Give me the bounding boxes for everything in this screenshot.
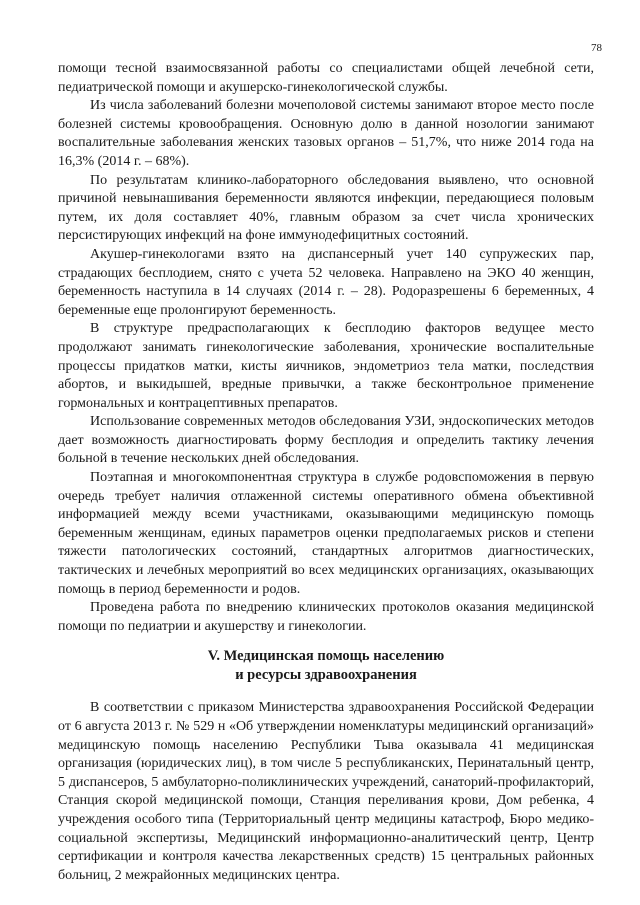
section-heading [58, 647, 594, 685]
page-number: 78 [591, 42, 602, 54]
paragraph-infertility-registry: Акушер-гинекологами взято на диспансерный учет 140 супружеских пар, страдающих бесплодием, снято с учета 52 человека. Направлено на ЭКО 40 женщин, беременность наступила в 14 случаях (2014 г. – 28). Родоразрешены 6 беременных, 4 беременные еще пролонгируют беременность. [58, 246, 594, 318]
paragraph-medical-organizations: В соответствии с приказом Министерства здравоохранения Российской Федерации от 6 августа 2013 г. № 529 н «Об утверждении номенклатуры медицинский организаций» медицинскую помощь населению Республики Тыва оказывала 41 медицинская организация (юридических лиц), в том числе 5 республиканских, Перинатальный центр, 5 диспансеров, 5 амбулаторно-поликлинических учреждений, санаторий-профилакторий, Станция скорой медицинской помощи, Станция переливания крови, Дом ребенка, 4 учреждения особого типа (Территориальный центр медицины катастроф, Бюро медико-социальной экспертизы, Медицинский информационно-аналитический центр, Центр сертификации и контроля качества лекарственных средств) 15 центральных районных больниц, 2 межрайонных медицинских центра. [58, 700, 594, 883]
paragraph-lab-results: По результатам клинико-лабораторного обследования выявлено, что основной причиной невынашивания беременности являются инфекции, передающиеся половым путем, их доля составляет 40%, главным образом за счет числа хронических персистирующих инфекций на фоне иммунодефицитных состояний. [58, 172, 594, 244]
paragraph-urogenital-diseases: Из числа заболеваний болезни мочеполовой системы занимают второе место после болезней системы кровообращения. Основную долю в данной нозологии занимают воспалительные заболевания женских тазовых органов – 51,7%, что ниже 2014 года на 16,3% (2014 г. – 68%). [58, 98, 594, 169]
body-text [58, 60, 594, 885]
paragraph-clinical-protocols: Проведена работа по внедрению клинических протоколов оказания медицинской помощи по педиатрии и акушерству и гинекологии. [58, 600, 594, 634]
paragraph-continuation: помощи тесной взаимосвязанной работы со специалистами общей лечебной сети, педиатрической помощи и акушерско-гинекологической службы. [58, 61, 594, 95]
section-heading-line-2: и ресурсы здравоохранения [235, 667, 417, 684]
paragraph-obstetric-structure: Поэтапная и многокомпонентная структура в службе родовспоможения в первую очередь требует наличия отлаженной системы оперативного обмена объективной информацией между всеми участниками, оказывающими медицинскую помощь беременным женщинам, единых параметров оценки предполагаемых рисков и степени тяжести патологических состояний, стандартных алгоритмов диагностических, тактических и лечебных мероприятий во всех медицинских организациях, оказывающих помощь в период беременности и родов. [58, 470, 594, 597]
paragraph-modern-methods: Использование современных методов обследования УЗИ, эндоскопических методов дает возможность диагностировать форму бесплодия и определить тактику лечения больной в течение нескольких дней обследования. [58, 414, 594, 467]
paragraph-infertility-factors: В структуре предрасполагающих к бесплодию факторов ведущее место продолжают занимать гинекологические заболевания, хронические воспалительные процессы придатков матки, кисты яичников, эндометриоз тела матки, последствия абортов, и выкидышей, вредные привычки, а также бесконтрольное применение гормональных и контрацептивных препаратов. [58, 321, 594, 411]
section-heading-line-1: V. Медицинская помощь населению [207, 648, 445, 665]
